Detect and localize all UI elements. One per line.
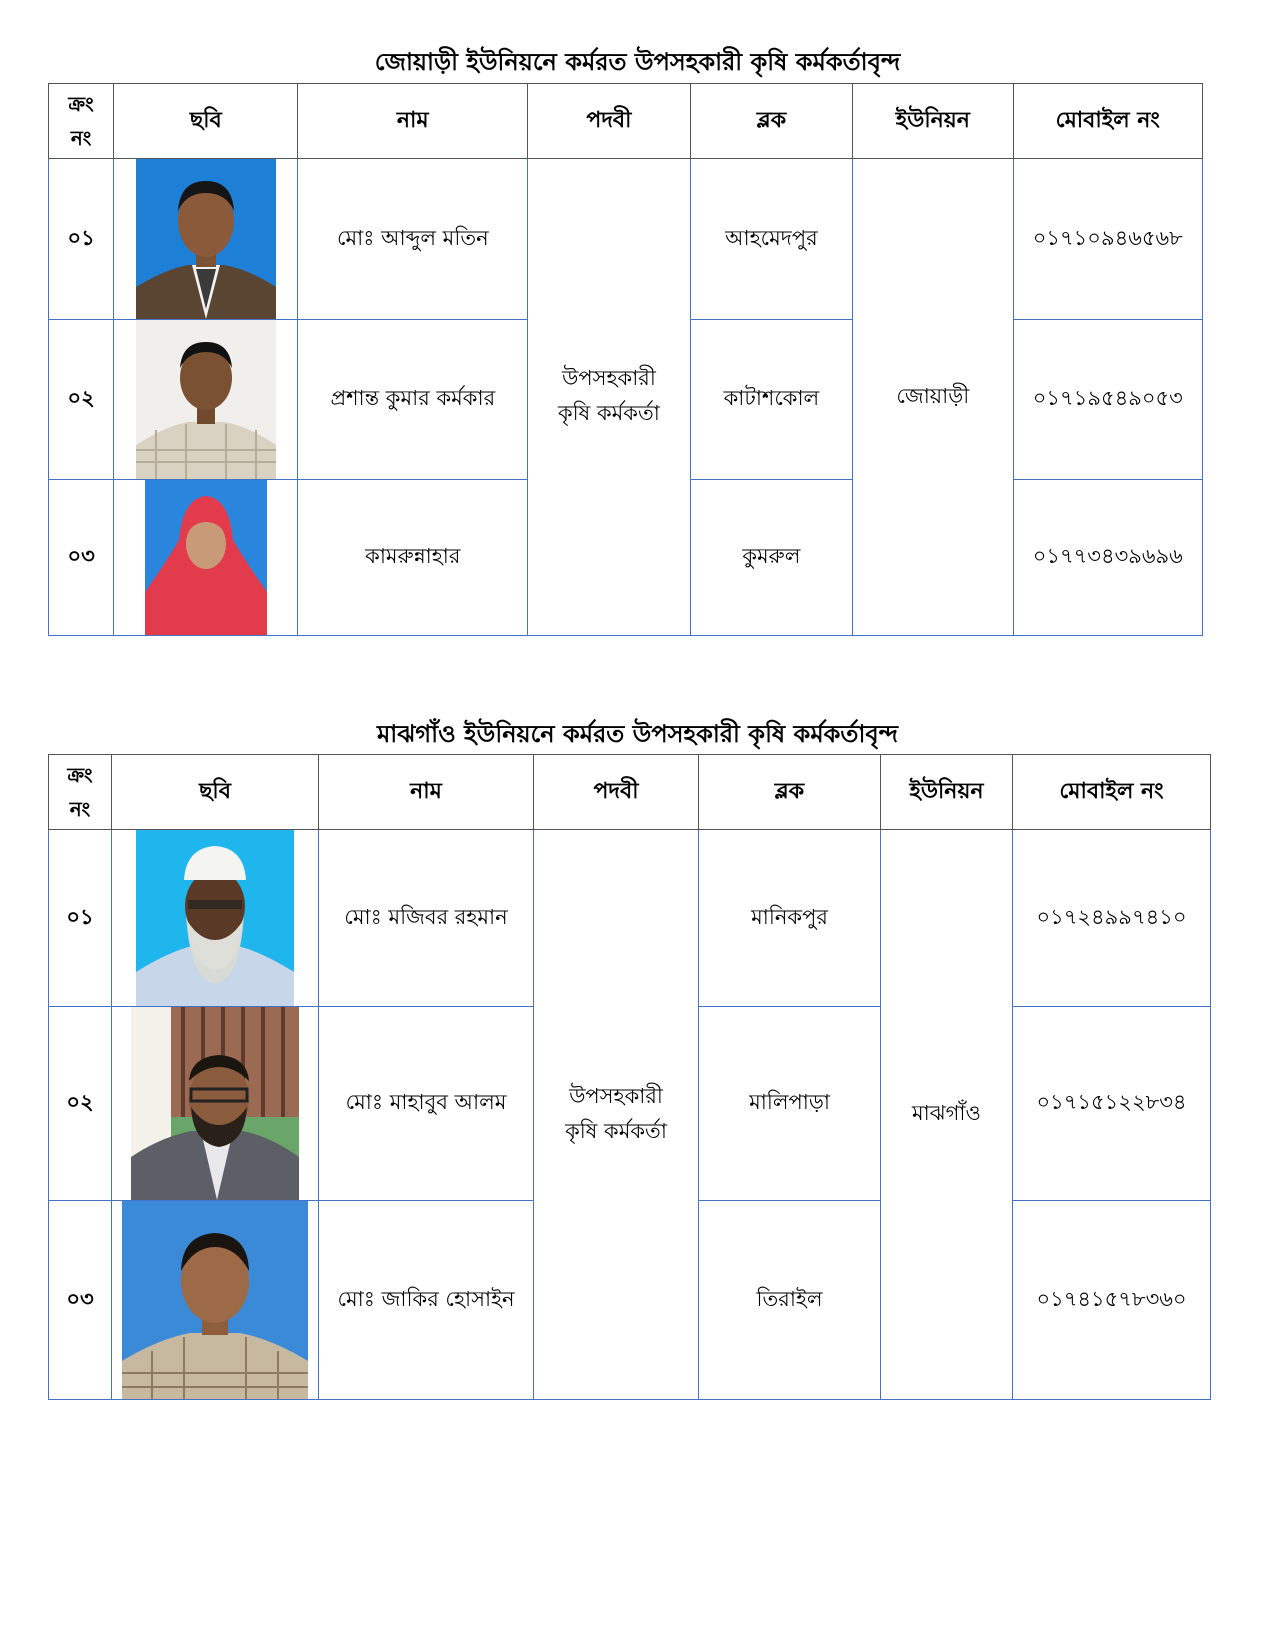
officer-designation: উপসহকারী কৃষি কর্মকর্তা <box>534 830 699 1400</box>
officer-mobile: ০১৭১৯৫৪৯০৫৩ <box>1013 320 1202 480</box>
header-block: ব্লক <box>690 84 852 159</box>
row-serial: ০১ <box>49 159 114 320</box>
officer-block: মানিকপুর <box>699 830 881 1007</box>
officer-name: মোঃ মজিবর রহমান <box>319 830 534 1007</box>
header-serial: ক্রং নং <box>49 84 114 159</box>
header-mobile: মোবাইল নং <box>1013 755 1211 830</box>
header-mobile: মোবাইল নং <box>1013 84 1202 159</box>
header-union: ইউনিয়ন <box>853 84 1013 159</box>
header-designation: পদবী <box>528 84 690 159</box>
table-header-row <box>49 84 1203 159</box>
row-serial: ০২ <box>49 1007 112 1201</box>
officer-block: কুমরুল <box>690 480 852 636</box>
officer-mobile: ০১৭৪১৫৭৮৩৬০ <box>1013 1201 1211 1400</box>
officer-mobile: ০১৭৭৩৪৩৯৬৯৬ <box>1013 480 1202 636</box>
table1-title: জোয়াড়ী ইউনিয়নে কর্মরত উপসহকারী কৃষি কর্মকর্তাবৃন্দ <box>374 48 901 76</box>
header-name: নাম <box>298 84 528 159</box>
officer-name: মোঃ মাহাবুব আলম <box>319 1007 534 1201</box>
header-union: ইউনিয়ন <box>881 755 1013 830</box>
officer-block: আহমেদপুর <box>690 159 852 320</box>
table2-title: মাঝগাঁও ইউনিয়নে কর্মরত উপসহকারী কৃষি কর্মকর্তাবৃন্দ <box>376 720 899 748</box>
officer-name: কামরুন্নাহার <box>298 480 528 636</box>
officer-photo <box>112 1201 319 1400</box>
officer-photo <box>114 480 298 636</box>
officer-mobile: ০১৭১০৯৪৬৫৬৮ <box>1013 159 1202 320</box>
officer-photo <box>114 320 298 480</box>
row-serial: ০৩ <box>49 480 114 636</box>
table-header-row <box>49 755 1211 830</box>
officer-mobile: ০১৭১৫১২২৮৩৪ <box>1013 1007 1211 1201</box>
header-photo: ছবি <box>114 84 298 159</box>
officer-photo <box>114 159 298 320</box>
row-serial: ০১ <box>49 830 112 1007</box>
table-row <box>49 830 1211 1007</box>
row-serial: ০২ <box>49 320 114 480</box>
header-serial: ক্রং নং <box>49 755 112 830</box>
officer-union: মাঝগাঁও <box>881 830 1013 1400</box>
officer-name: প্রশান্ত কুমার কর্মকার <box>298 320 528 480</box>
header-block: ব্লক <box>699 755 881 830</box>
header-photo: ছবি <box>112 755 319 830</box>
officer-photo <box>112 1007 319 1201</box>
row-serial: ০৩ <box>49 1201 112 1400</box>
header-designation: পদবী <box>534 755 699 830</box>
officer-name: মোঃ আব্দুল মতিন <box>298 159 528 320</box>
officer-table-majhgaon <box>48 754 1211 1400</box>
header-name: নাম <box>319 755 534 830</box>
officer-block: তিরাইল <box>699 1201 881 1400</box>
officer-block: কাটাশকোল <box>690 320 852 480</box>
table-row <box>49 159 1203 320</box>
officer-block: মালিপাড়া <box>699 1007 881 1201</box>
officer-mobile: ০১৭২৪৯৯৭৪১০ <box>1013 830 1211 1007</box>
officer-photo <box>112 830 319 1007</box>
officer-name: মোঃ জাকির হোসাইন <box>319 1201 534 1400</box>
officer-union: জোয়াড়ী <box>853 159 1013 636</box>
officer-table-joari <box>48 83 1203 636</box>
officer-designation: উপসহকারী কৃষি কর্মকর্তা <box>528 159 690 636</box>
